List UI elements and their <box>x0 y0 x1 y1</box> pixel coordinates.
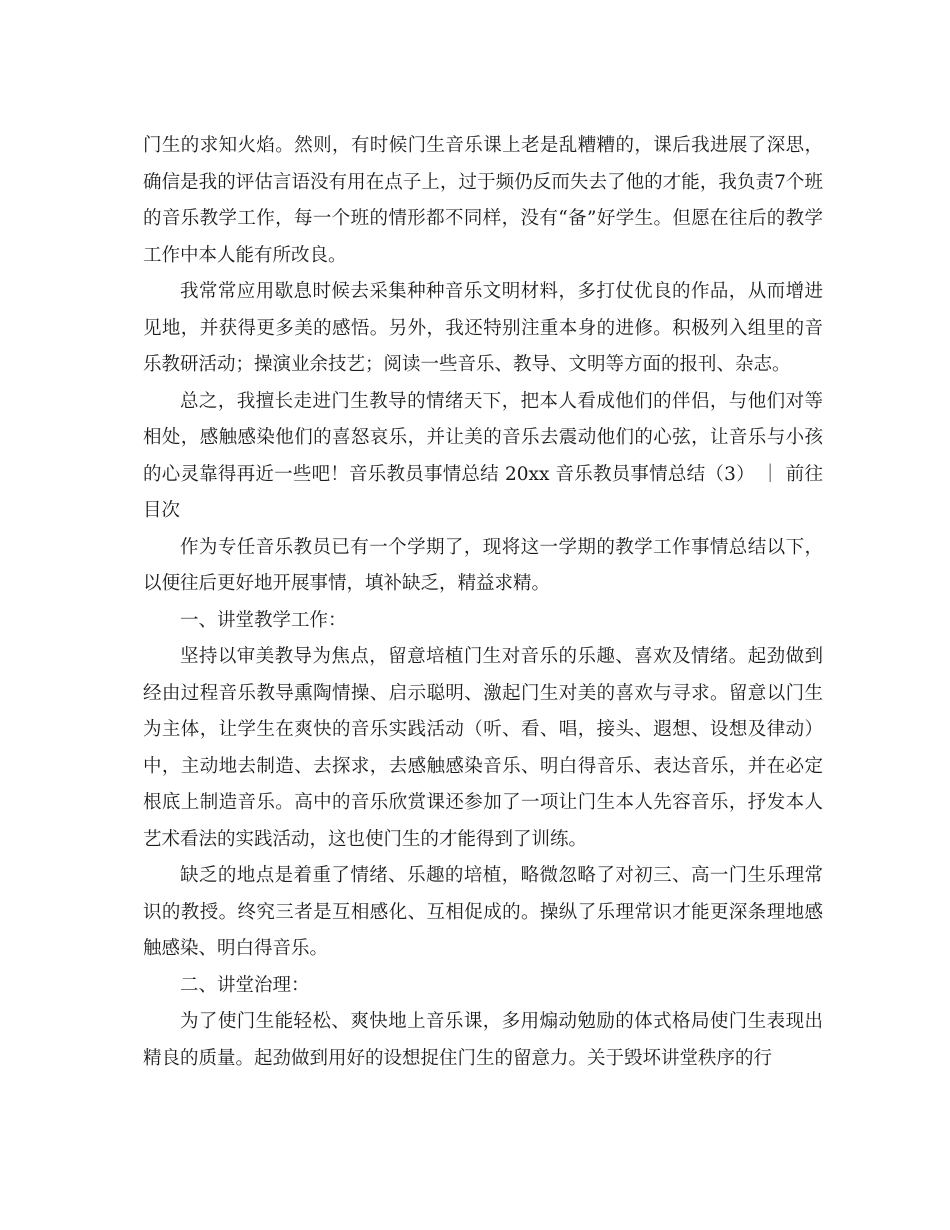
paragraph-summary: 总之，我擅长走进门生教导的情绪天下，把本人看成他们的伴侣，与他们对等相处，感触感染他们的喜怒哀乐，并让美的音乐去震动他们的心弦，让音乐与小孩的心灵靠得再近一些吧！音乐教员事情总结 20xx 音乐教员事情总结（3） ｜ 前往目次 <box>143 390 823 521</box>
heading-classroom-management: 二、讲堂治理： <box>180 974 310 996</box>
heading-classroom-teaching: 一、讲堂教学工作： <box>180 609 347 631</box>
paragraph-intro: 作为专任音乐教员已有一个学期了，现将这一学期的教学工作事情总结以下，以便往后更好地开展事情，填补缺乏，精益求精。 <box>143 536 823 594</box>
paragraph-aesthetic-education: 坚持以审美教导为焦点，留意培植门生对音乐的乐趣、喜欢及情绪。起劲做到经由过程音乐教导熏陶情操、启示聪明、激起门生对美的喜欢与寻求。留意以门生为主体，让学生在爽快的音乐实践活动（听、看、唱，接头、遐想、设想及律动）中，主动地去制造、去探求，去感触感染音乐、明白得音乐、表达音乐，并在必定根底上制造音乐。高中的音乐欣赏课还参加了一项让门生本人先容音乐，抒发本人艺术看法的实践活动，这也使门生的才能得到了训练。 <box>143 646 823 850</box>
paragraph-continued: 门生的求知火焰。然则，有时候门生音乐课上老是乱糟糟的，课后我进展了深思，确信是我的评估言语没有用在点子上，过于频仍反而失去了他的才能，我负责7个班的音乐教学工作，每一个班的情形都不同样，没有“备”好学生。但愿在往后的教学工作中本人能有所改良。 <box>143 135 823 266</box>
paragraph-shortcomings: 缺乏的地点是着重了情绪、乐趣的培植，略微忽略了对初三、高一门生乐理常识的教授。终究三者是互相感化、互相促成的。操纵了乐理常识才能更深条理地感触感染、明白得音乐。 <box>143 865 823 959</box>
document-body <box>143 128 823 1077</box>
paragraph-self-study: 我常常应用歇息时候去采集种种音乐文明材料，多打仗优良的作品，从而增进见地，并获得更多美的感悟。另外，我还特别注重本身的进修。积极列入组里的音乐教研活动；操演业余技艺；阅读一些音乐、教导、文明等方面的报刊、杂志。 <box>143 281 823 375</box>
paragraph-management: 为了使门生能轻松、爽快地上音乐课，多用煽动勉励的体式格局使门生表现出精良的质量。起劲做到用好的设想捉住门生的留意力。关于毁坏讲堂秩序的行 <box>143 1011 823 1069</box>
